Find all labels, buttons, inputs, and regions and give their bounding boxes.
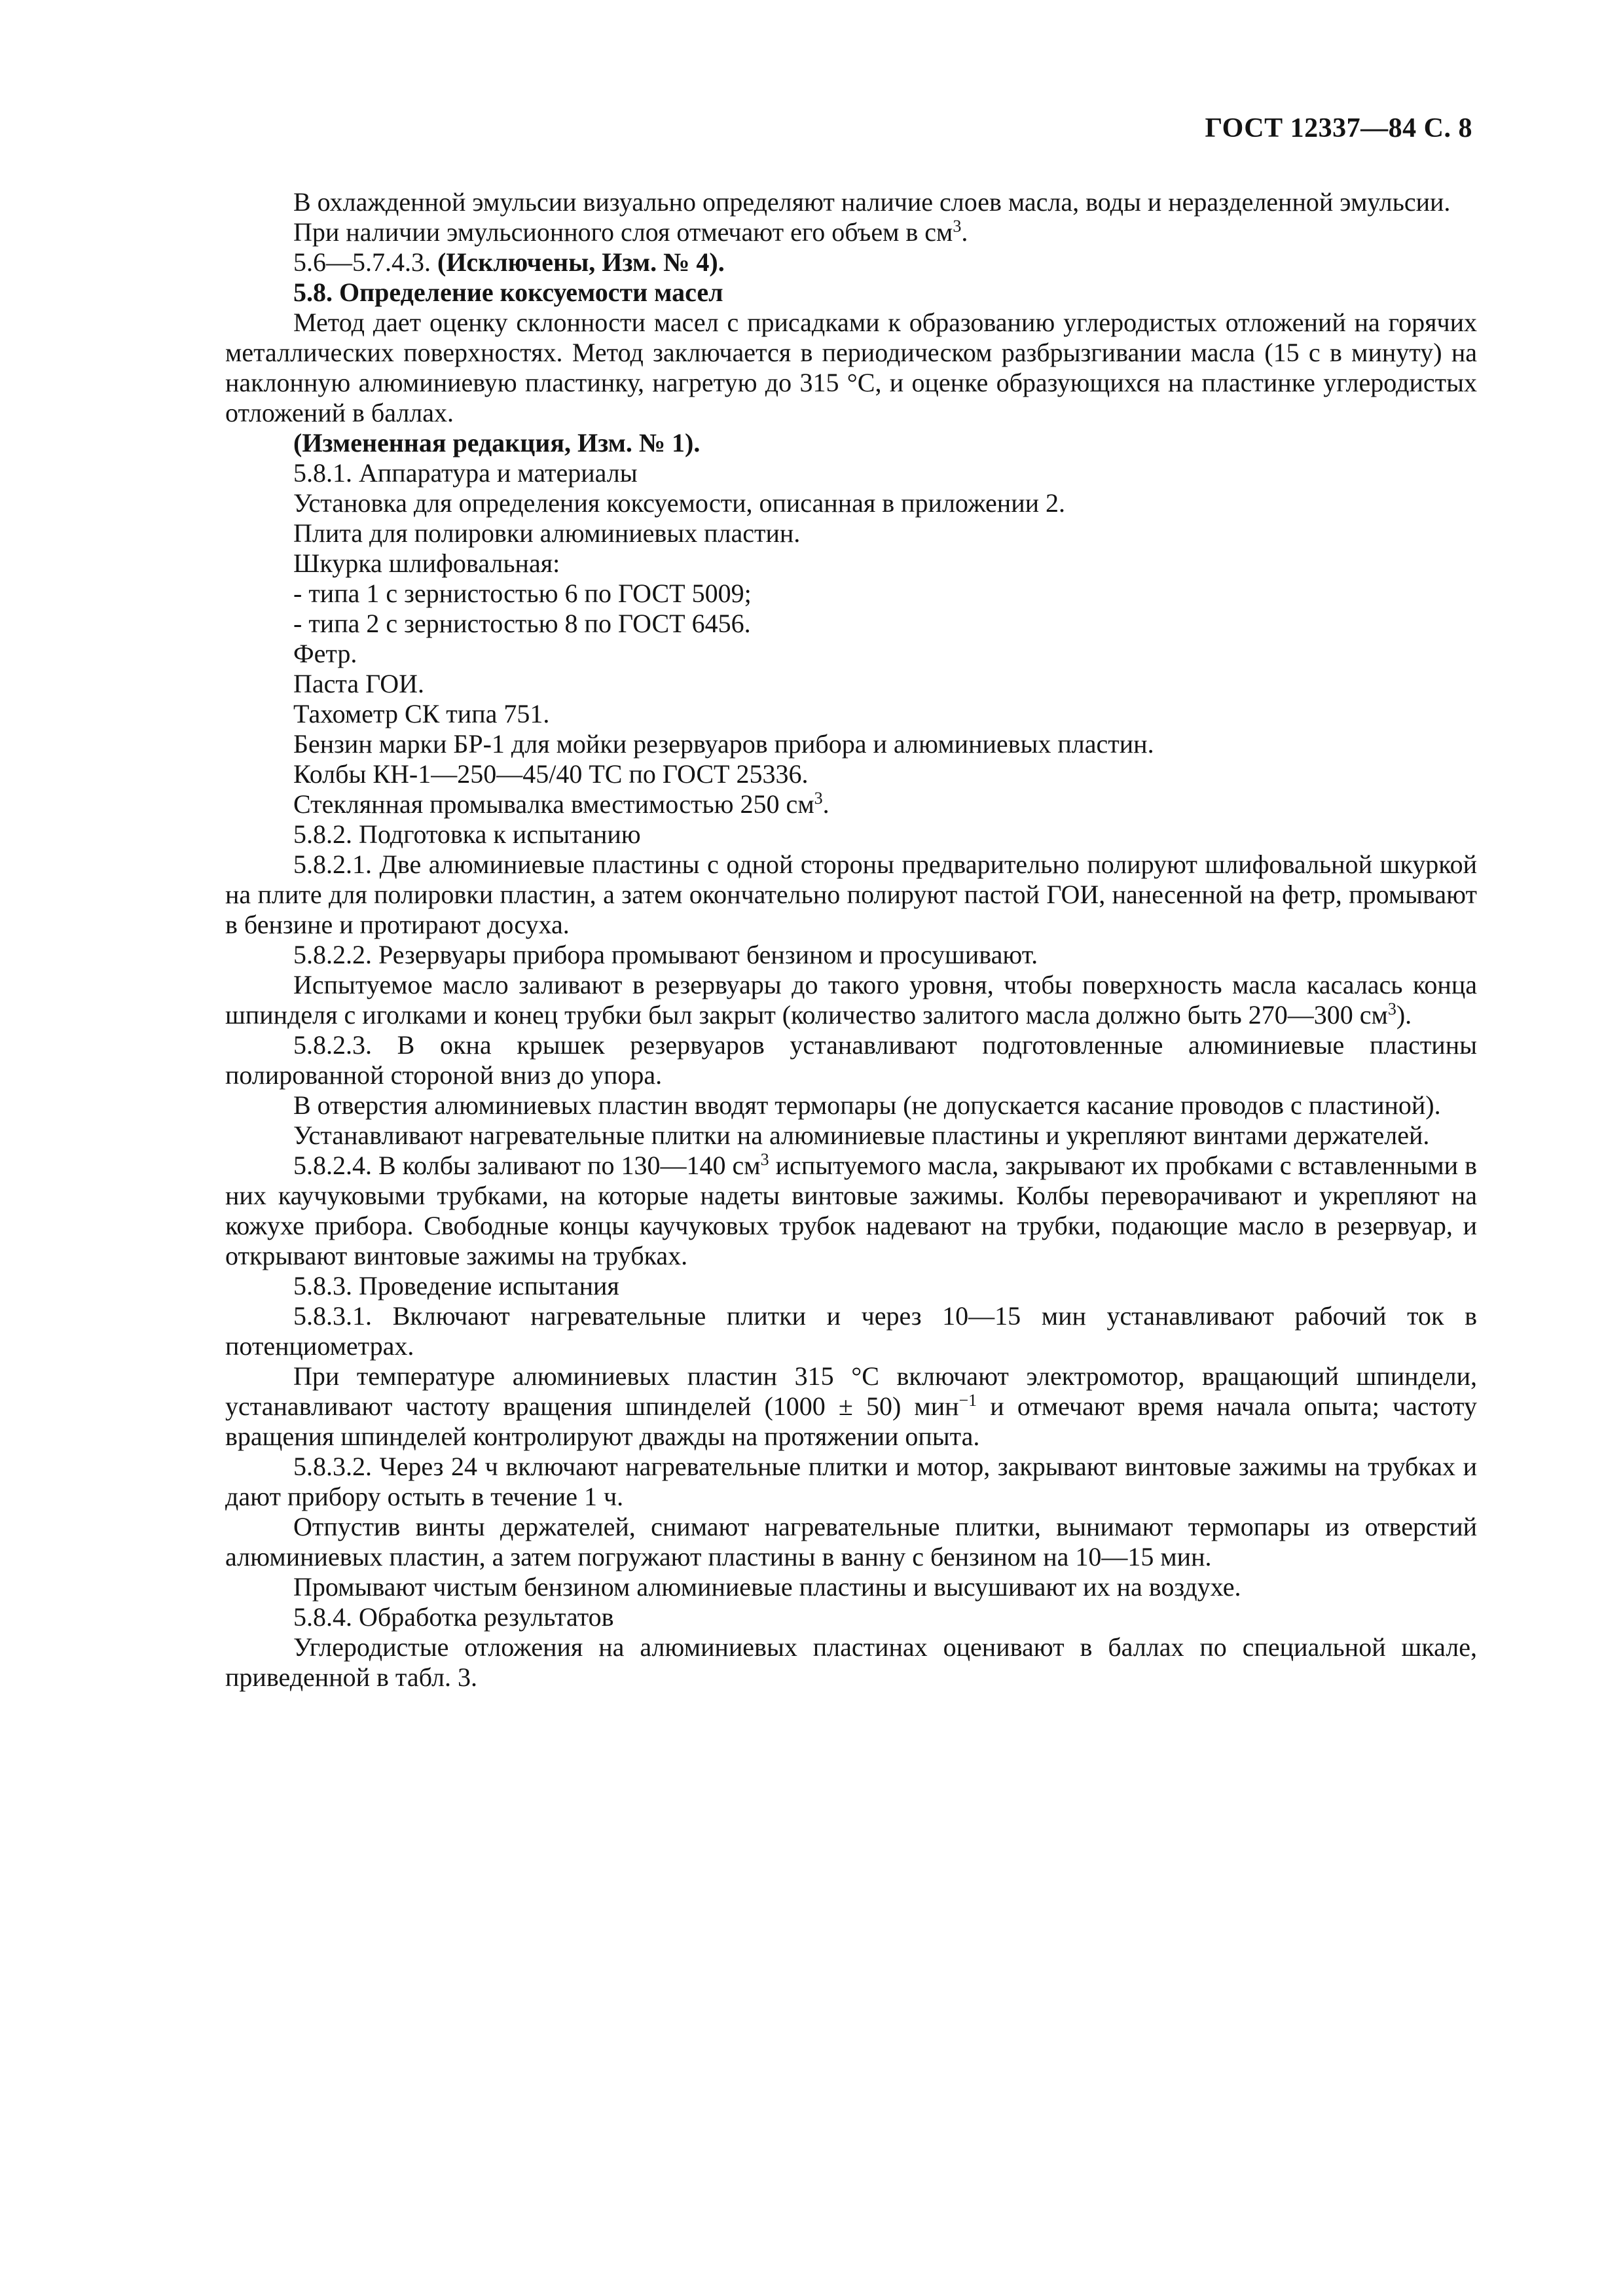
- paragraph-text: При температуре алюминиевых пластин 315 °С включают электромотор, вращающий шпиндели, устанавливают частоту вращения шпинделей (1000 ± 50) мин: [225, 1361, 1477, 1421]
- list-item: Установка для определения коксуемости, описанная в приложении 2.: [293, 488, 1066, 518]
- paragraph: [225, 1151, 1477, 1271]
- paragraph: 5.8.3.1. Включают нагревательные плитки и через 10—15 мин устанавливают рабочий ток в потенциометрах.: [225, 1301, 1477, 1361]
- list-item: Фетр.: [293, 639, 357, 668]
- paragraph: [225, 247, 1477, 278]
- paragraph-text: Стеклянная промывалка вместимостью 250 см: [293, 789, 814, 819]
- running-header: ГОСТ 12337—84 С. 8: [1205, 113, 1472, 143]
- paragraph: 5.8.3.2. Через 24 ч включают нагревательные плитки и мотор, закрывают винтовые зажимы на трубках и дают прибору остыть в течение 1 ч.: [225, 1452, 1477, 1511]
- paragraph: Метод дает оценку склонности масел с присадками к образованию углеродистых отложений на горячих металлических поверхностях. Метод заключается в периодическом разбрызгивании масла (15 с в минуту) на наклонную алюминиевую пластинку, нагретую до 315 °С, и оценке образующихся на пластинке углеродистых отложений в баллах.: [225, 308, 1477, 427]
- subsection-heading: 5.8.4. Обработка результатов: [293, 1602, 614, 1632]
- list-item: Шкурка шлифовальная:: [293, 548, 560, 578]
- paragraph: Устанавливают нагревательные плитки на алюминиевые пластины и укрепляют винтами держателей.: [293, 1121, 1430, 1150]
- superscript: −1: [958, 1391, 977, 1410]
- paragraph: В отверстия алюминиевых пластин вводят термопары (не допускается касание проводов с пластиной).: [293, 1090, 1441, 1120]
- subsection-heading: 5.8.1. Аппаратура и материалы: [293, 458, 638, 488]
- paragraph-text: испытуемого масла, закрывают их пробками с вставленными в них каучуковыми трубками, на которые надеты винтовые зажимы. Колбы переворачивают и укрепляют на кожухе прибора. Свободные концы каучуковых трубок надевают на трубки, подающие масло в резервуар, и открывают винтовые зажимы на трубках.: [225, 1151, 1477, 1270]
- paragraph: 5.8.2.3. В окна крышек резервуаров устанавливают подготовленные алюминиевые пластины полированной стороной вниз до упора.: [225, 1030, 1477, 1090]
- paragraph-text: ).: [1396, 1000, 1412, 1030]
- subsection-heading: 5.8.3. Проведение испытания: [293, 1271, 619, 1300]
- list-item: Бензин марки БР-1 для мойки резервуаров прибора и алюминиевых пластин.: [293, 729, 1154, 759]
- document-body: [225, 187, 1477, 1693]
- list-item: - типа 2 с зернистостью 8 по ГОСТ 6456.: [293, 609, 751, 638]
- paragraph-text: При наличии эмульсионного слоя отмечают его объем в см: [293, 217, 953, 247]
- paragraph-text: 5.8.2.4. В колбы заливают по 130—140 см: [293, 1151, 761, 1180]
- list-item: [225, 789, 1477, 819]
- paragraph: В охлажденной эмульсии визуально определяют наличие слоев масла, воды и неразделенной эмульсии.: [293, 187, 1451, 217]
- clause-number: 5.6—5.7.4.3.: [293, 247, 431, 277]
- paragraph: [225, 970, 1477, 1030]
- superscript: 3: [814, 789, 823, 808]
- paragraph: 5.8.2.1. Две алюминиевые пластины с одной стороны предварительно полируют шлифовальной шкуркой на плите для полировки пластин, а затем окончательно полируют пастой ГОИ, нанесенной на фетр, промывают в бензине и протирают досуха.: [225, 850, 1477, 939]
- list-item: Колбы КН-1—250—45/40 ТС по ГОСТ 25336.: [293, 759, 809, 789]
- superscript: 3: [1387, 999, 1396, 1018]
- paragraph: Отпустив винты держателей, снимают нагревательные плитки, вынимают термопары из отверстий алюминиевых пластин, а затем погружают пластины в ванну с бензином на 10—15 мин.: [225, 1512, 1477, 1571]
- paragraph: [225, 1361, 1477, 1452]
- paragraph-text: Испытуемое масло заливают в резервуары до такого уровня, чтобы поверхность масла касалась конца шпинделя с иголками и конец трубки был закрыт (количество залитого масла должно быть 270—300 см: [225, 970, 1477, 1030]
- paragraph: [225, 217, 1477, 247]
- subsection-heading: 5.8.2. Подготовка к испытанию: [293, 819, 641, 849]
- paragraph-text: .: [961, 217, 968, 247]
- list-item: - типа 1 с зернистостью 6 по ГОСТ 5009;: [293, 579, 752, 608]
- section-heading: 5.8. Определение коксуемости масел: [293, 278, 723, 307]
- paragraph: Промывают чистым бензином алюминиевые пластины и высушивают их на воздухе.: [293, 1572, 1241, 1602]
- amendment-note: (Измененная редакция, Изм. № 1).: [293, 428, 701, 457]
- superscript: 3: [953, 217, 962, 236]
- list-item: Паста ГОИ.: [293, 669, 425, 698]
- amendment-note: (Исключены, Изм. № 4).: [437, 247, 725, 277]
- paragraph: 5.8.2.2. Резервуары прибора промывают бензином и просушивают.: [293, 940, 1038, 969]
- paragraph-text: .: [822, 789, 830, 819]
- list-item: Плита для полировки алюминиевых пластин.: [293, 518, 801, 548]
- paragraph: Углеродистые отложения на алюминиевых пластинах оценивают в баллах по специальной шкале, приведенной в табл. 3.: [225, 1632, 1477, 1692]
- paragraph-text: и отмечают время начала опыта; частоту вращения шпинделей контролируют дважды на протяжении опыта.: [225, 1391, 1477, 1451]
- list-item: Тахометр СК типа 751.: [293, 699, 550, 728]
- superscript: 3: [760, 1150, 769, 1169]
